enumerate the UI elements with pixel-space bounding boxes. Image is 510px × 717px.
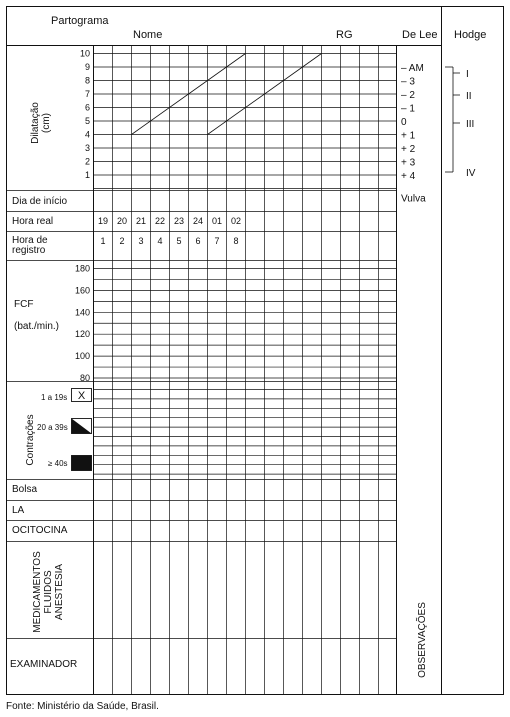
observacoes-label: OBSERVAÇÕES [417, 602, 428, 678]
hodge-iii: III [466, 119, 475, 130]
hodge-ii: II [466, 91, 472, 102]
delee-station: + 1 [401, 130, 416, 142]
dilatation-tick: 6 [84, 102, 90, 113]
hora-real-value: 23 [173, 216, 185, 226]
fluidos-label: FLUIDOS [43, 570, 54, 614]
medicamentos-label: MEDICAMENTOS [32, 551, 43, 633]
delee-station: Vulva [401, 193, 426, 205]
delee-station: + 3 [401, 157, 416, 169]
hora-registro-label-2: registro [12, 245, 46, 256]
dilatation-tick: 7 [84, 89, 90, 99]
dilatation-label: Dilatação [30, 102, 41, 144]
hora-registro-value: 3 [138, 236, 144, 246]
dilatation-tick: 2 [84, 156, 90, 167]
la-label: LA [12, 505, 25, 516]
partograma-grid [7, 46, 397, 695]
anestesia-label: ANESTESIA [54, 563, 65, 621]
fcf-tick: 160 [74, 285, 90, 296]
fcf-tick: 180 [74, 263, 90, 274]
rg-label: RG [336, 29, 353, 41]
legend-x-mark: X [77, 390, 86, 402]
dilatation-scale [80, 49, 90, 181]
dilatation-tick: 5 [84, 116, 90, 126]
dilatation-tick: 3 [84, 143, 90, 153]
hora-real-label: Hora real [12, 216, 54, 227]
hora-registro-value: 2 [119, 236, 125, 246]
legend-full-box [72, 456, 92, 471]
hora-real-value: 22 [154, 216, 166, 226]
dilatation-tick: 10 [79, 48, 90, 59]
hodge-i: I [466, 69, 469, 80]
hora-registro-value: 7 [214, 236, 220, 246]
delee-station: – 1 [401, 103, 415, 115]
hora-real-value: 21 [135, 216, 147, 226]
dilatation-unit: (cm) [41, 113, 52, 133]
hora-registro-value: 8 [233, 236, 239, 246]
delee-station: – 2 [401, 90, 415, 101]
examinador-label: EXAMINADOR [10, 659, 78, 670]
delee-label: De Lee [402, 29, 438, 41]
fcf-tick: 140 [74, 307, 90, 318]
dilatation-tick: 4 [84, 129, 90, 140]
hora-registro-value: 4 [157, 236, 163, 246]
hora-real-value: 19 [97, 216, 109, 226]
hora-registro-value: 5 [176, 236, 182, 246]
delee-station: – 3 [401, 76, 415, 88]
fcf-scale [75, 264, 90, 384]
legend-40s: ≥ 40s [48, 459, 68, 468]
hodge-scale [445, 67, 460, 172]
bolsa-label: Bolsa [12, 484, 38, 495]
fcf-tick: 120 [74, 329, 90, 340]
dilatation-tick: 1 [84, 170, 90, 180]
dilatation-tick: 9 [84, 62, 90, 72]
dilatation-tick: 8 [84, 75, 90, 86]
hora-registro-value: 6 [195, 236, 201, 246]
legend-1-19s: 1 a 19s [41, 393, 68, 402]
fcf-unit: (bat./min.) [14, 321, 60, 332]
fcf-label: FCF [14, 299, 34, 310]
form-title: Partograma [51, 15, 109, 27]
delee-scale [401, 63, 426, 205]
fcf-tick: 80 [79, 373, 90, 383]
source-note: Fonte: Ministério da Saúde, Brasil. [6, 701, 159, 712]
delee-station: + 2 [401, 144, 416, 155]
legend-20-39s: 20 a 39s [37, 423, 68, 432]
hora-registro-value: 1 [100, 236, 106, 246]
hora-real-value: 01 [211, 216, 223, 226]
dia-inicio-label: Dia de início [12, 196, 68, 207]
hora-real-value: 02 [230, 216, 242, 226]
hora-real-value: 20 [116, 216, 128, 226]
ocitocina-label: OCITOCINA [12, 525, 68, 536]
delee-station: – AM [401, 63, 424, 74]
hodge-iv: IV [466, 168, 476, 179]
contractions-label: Contrações [25, 414, 36, 466]
hora-real-value: 24 [192, 216, 204, 226]
hodge-label: Hodge [454, 29, 487, 41]
delee-station: 0 [401, 117, 407, 128]
name-label: Nome [133, 29, 163, 41]
fcf-tick: 100 [74, 351, 90, 362]
hora-registro-label-1: Hora de [12, 235, 48, 246]
delee-station: + 4 [401, 171, 416, 182]
